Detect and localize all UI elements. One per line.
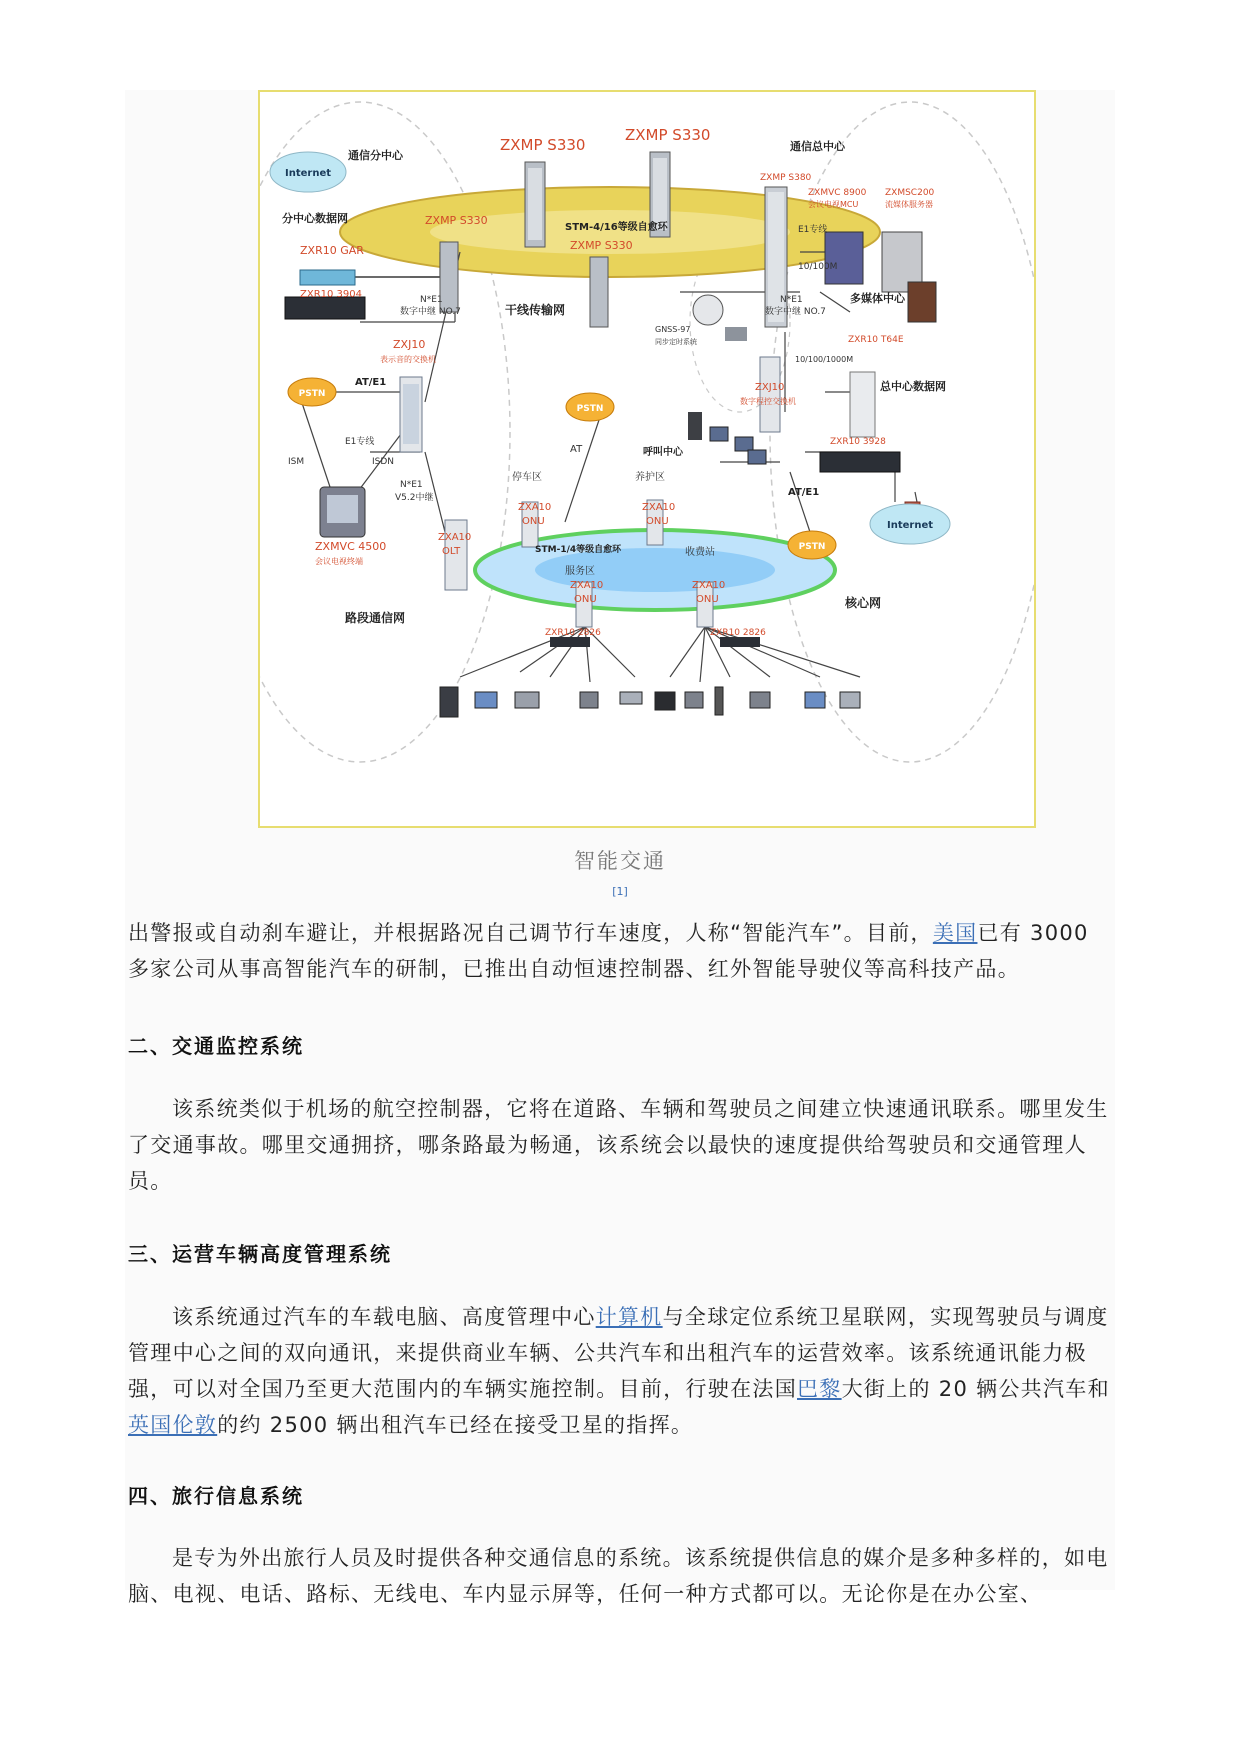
- router-3928: [820, 452, 900, 472]
- label-zxr-3928: ZXR10 3928: [830, 437, 886, 447]
- label-zxr-t64: ZXR10 T64E: [848, 335, 904, 345]
- label-gnss-sub: 同步定时系统: [655, 338, 697, 346]
- label-zxmvc: ZXMVC 4500: [315, 540, 387, 553]
- monitor-icon: [748, 450, 766, 464]
- label-no7: 数字中继 NO.7: [765, 307, 826, 317]
- label-zxmsc-sub: 流媒体服务器: [885, 200, 933, 209]
- label-service: 服务区: [565, 566, 595, 577]
- router-3904: [285, 297, 365, 319]
- label-call: 呼叫中心: [643, 447, 683, 458]
- pstn-cloud-left: [288, 378, 336, 406]
- label-mbps: 10/100M: [798, 262, 838, 272]
- label-zxmvc: ZXMVC 8900: [808, 188, 867, 198]
- phone-icon: [750, 692, 770, 708]
- monitor-icon: [710, 427, 728, 441]
- label-road-net: 路段通信网: [345, 611, 406, 625]
- label-gnss: GNSS-97: [655, 325, 691, 334]
- paragraph-4: [128, 1540, 1118, 1612]
- mcu-device: [825, 232, 863, 284]
- phone-icon: [580, 692, 598, 708]
- internet-label: Internet: [284, 168, 332, 179]
- label-zxa: ZXA10: [692, 580, 726, 591]
- label-zxmp: ZXMP S330: [570, 239, 633, 252]
- label-onu: ONU: [696, 594, 719, 605]
- label-isdn: ISDN: [372, 457, 395, 467]
- tv-icon: [655, 692, 675, 710]
- server-zxmp-right: [765, 187, 787, 327]
- label-e1-line: E1专线: [345, 437, 375, 447]
- heading-traffic-monitoring: 二、交通监控系统: [128, 1034, 304, 1058]
- satellite-dish-icon: [693, 295, 723, 325]
- label-zxa: ZXA10: [642, 502, 676, 513]
- label-onu: ONU: [646, 516, 669, 527]
- router-gar: [300, 270, 355, 285]
- switch-bottom-left: [550, 637, 590, 647]
- label-zxr: ZXR10 2826: [545, 628, 601, 638]
- text: 的约 2500 辆出租汽车已经在接受卫星的指挥。: [217, 1413, 694, 1437]
- label-zxmp: ZXMP S330: [500, 136, 586, 154]
- switch-bottom-right: [720, 637, 760, 647]
- text: 与全球定位系统卫星联网，实现驾驶员与调度管理中心之间的双向通讯，来提供商业车辆、公共汽车和出租汽车的运营效率。该系统通讯能力极强，可以对全国乃至更大范围内的车辆实施控制。目前，行驶在法国: [128, 1305, 1109, 1401]
- label-v52: V5.2中继: [395, 493, 434, 503]
- server-zxmp-left: [440, 242, 458, 312]
- text: 该系统通过汽车的车载电脑、高度管理中心: [172, 1305, 596, 1329]
- label-zxr-gar: ZXR10 GAR: [300, 244, 364, 257]
- label-park: 停车区: [512, 472, 542, 483]
- pstn-label: PSTN: [576, 404, 604, 414]
- paragraph-3: [128, 1299, 1118, 1443]
- modem-icon: [620, 692, 642, 704]
- label-core: 核心网: [845, 596, 882, 610]
- label-ate1: AT/E1: [355, 377, 387, 388]
- label-mbps2: 10/100/1000M: [795, 355, 854, 364]
- pstn-label: PSTN: [798, 542, 826, 552]
- label-zxmvc-sub: 会议电视终端: [315, 557, 363, 566]
- label-zxmvc-sub: 会议电视MCU: [808, 200, 859, 209]
- label-olt: OLT: [442, 546, 461, 557]
- server-zxj-right: [760, 357, 780, 432]
- label-zxmsc: ZXMSC200: [885, 188, 935, 198]
- label-onu: ONU: [574, 594, 597, 605]
- server-zxmp-top-left: [525, 162, 545, 247]
- label-multimedia: 多媒体中心: [850, 292, 905, 305]
- device-icon: [440, 687, 458, 717]
- label-zxmp: ZXMP S380: [760, 173, 812, 183]
- pstn-cloud-middle: [566, 393, 614, 421]
- label-comm-sub: 通信分中心: [348, 149, 403, 162]
- internet-cloud-left: [270, 152, 346, 192]
- internet-cloud-right: [870, 504, 950, 544]
- tower-pc-icon: [688, 412, 702, 440]
- label-ring-top: STM-4/16等级自愈环: [565, 222, 668, 233]
- label-at: AT: [570, 444, 583, 455]
- pstn-label: PSTN: [298, 389, 326, 399]
- paragraph-2: [128, 1091, 1118, 1199]
- label-comm-main: 通信总中心: [790, 140, 845, 153]
- link-computer[interactable]: 计算机: [595, 1305, 663, 1329]
- server-zxj-left: [400, 377, 422, 452]
- link-usa[interactable]: 美国: [932, 921, 978, 945]
- pstn-cloud-right: [788, 531, 836, 559]
- server-zxmp-ring: [590, 257, 608, 327]
- text: 该系统类似于机场的航空控制器，它将在道路、车辆和驾驶员之间建立快速通讯联系。哪里发生了交通事故。哪里交通拥挤，哪条路最为畅通，该系统会以最快的速度提供给驾驶员和交通管理人员。: [128, 1097, 1109, 1193]
- label-zxmp: ZXMP S330: [625, 126, 711, 144]
- label-e1-right: E1专线: [798, 225, 828, 235]
- label-zxmp: ZXMP S330: [425, 214, 488, 227]
- label-ne1: N*E1: [780, 295, 803, 305]
- antenna-icon: [715, 687, 723, 715]
- label-ne1-v52: N*E1: [400, 480, 423, 490]
- monitor-icon: [805, 692, 825, 708]
- label-ate1: AT/E1: [788, 487, 820, 498]
- paragraph-1: [128, 915, 1118, 987]
- label-sub-data: 分中心数据网: [282, 212, 348, 225]
- network-diagram: [258, 90, 1036, 828]
- label-onu: ONU: [522, 516, 545, 527]
- pc-icon: [475, 692, 497, 708]
- text: 多家公司从事高智能汽车的研制，已推出自动恒速控制器、红外智能导驶仪等高科技产品。: [128, 957, 1020, 981]
- label-zxr-3904: ZXR10 3904: [300, 289, 363, 300]
- label-main-data: 总中心数据网: [880, 380, 946, 393]
- printer-icon: [515, 692, 539, 708]
- heading-travel-info: 四、旅行信息系统: [128, 1484, 304, 1508]
- label-zxj: ZXJ10: [393, 338, 426, 351]
- label-toll: 收费站: [685, 547, 715, 558]
- label-maint: 养护区: [635, 472, 665, 483]
- link-london[interactable]: 英国伦敦: [128, 1413, 218, 1437]
- label-no7: 数字中继 NO.7: [400, 307, 461, 317]
- camera-icon: [685, 692, 703, 708]
- label-zxj-sub: 表示音的交换机: [380, 355, 436, 364]
- text: 是专为外出旅行人员及时提供各种交通信息的系统。该系统提供信息的媒介是多种多样的，如电脑、电视、电话、路标、无线电、车内显示屏等，任何一种方式都可以。无论你是在办公室、: [128, 1546, 1109, 1606]
- heading-vehicle-management: 三、运营车辆高度管理系统: [128, 1242, 392, 1266]
- kiosk-device: [908, 282, 936, 322]
- gnss-box: [725, 327, 747, 341]
- reference-link[interactable]: [1]: [612, 885, 628, 898]
- text: 已有 3000: [977, 921, 1089, 945]
- label-zxr: ZXR10 2826: [710, 628, 766, 638]
- link-paris[interactable]: 巴黎: [797, 1377, 842, 1401]
- fax-icon: [840, 692, 860, 708]
- figure-caption: 智能交通: [574, 849, 666, 873]
- internet-label: Internet: [886, 520, 934, 531]
- label-ne1: N*E1: [420, 295, 443, 305]
- text: 大街上的 20 辆公共汽车和: [841, 1377, 1110, 1401]
- text: 出警报或自动刹车避让，并根据路况自己调节行车速度，人称“智能汽车”。目前，: [128, 921, 933, 945]
- label-trunk: 干线传输网: [505, 303, 566, 317]
- label-zxa: ZXA10: [518, 502, 552, 513]
- server-t64e: [850, 372, 875, 437]
- label-zxj: ZXJ10: [755, 382, 785, 393]
- label-zxa: ZXA10: [438, 532, 472, 543]
- label-zxj-sub: 数字程控交换机: [740, 397, 796, 406]
- label-ism: ISM: [288, 457, 305, 467]
- label-zxa: ZXA10: [570, 580, 604, 591]
- label-ring-bottom: STM-1/4等级自愈环: [535, 545, 622, 555]
- monitor-icon: [735, 437, 753, 451]
